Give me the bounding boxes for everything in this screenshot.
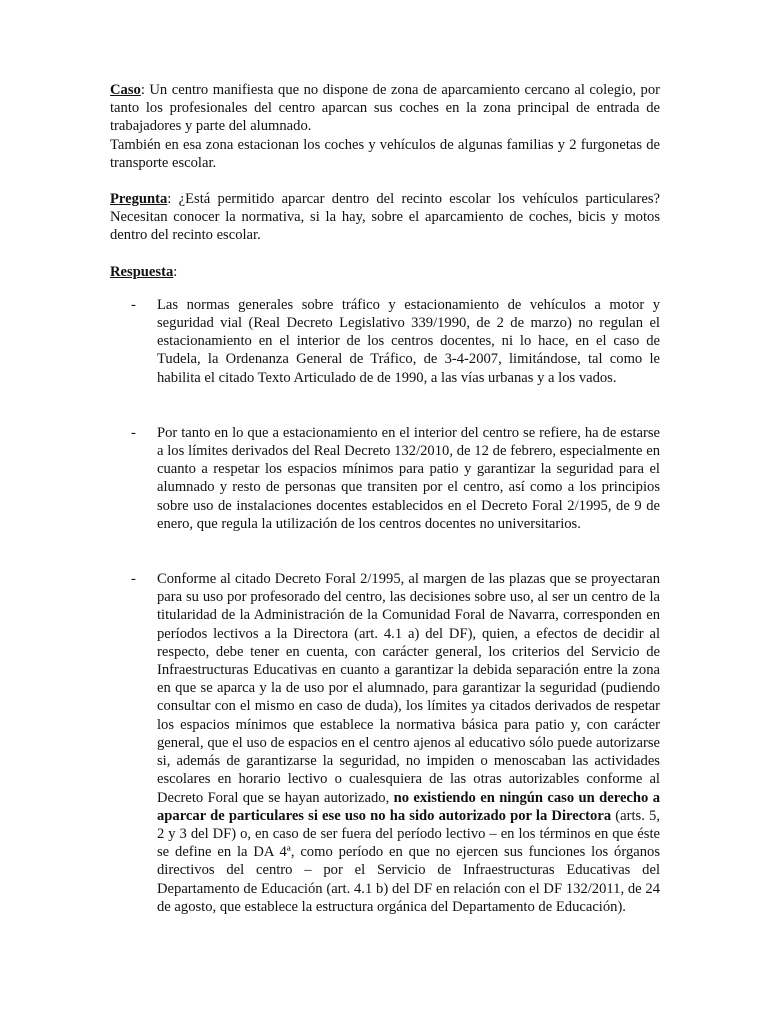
caso-text-2: También en esa zona estacionan los coches y vehículos de algunas familias y 2 furgonetas de transporte escolar. bbox=[110, 136, 660, 171]
bullet-dash: - bbox=[131, 296, 136, 313]
list-item-text-after: (arts. 5, 2 y 3 del DF) o, en caso de ser fuera del período lectivo – en los términos en que éste se define en la DA 4ª, como período en que no ejercen sus funciones los órganos directivos del centro – por el Servicio de Infraestructuras Educativas del Departamento de Educación (art. 4.1 b) del DF en relación con el DF 132/2011, de 24 de agosto, que establece la estructura orgánica del Departamento de Educación). bbox=[157, 807, 660, 915]
bullet-dash: - bbox=[131, 571, 136, 588]
list-item bbox=[110, 296, 660, 387]
list-item-bold-text: no existiendo en ningún caso un derecho a aparcar de particulares si ese uso no ha sido autorizado por la Directora bbox=[157, 789, 660, 824]
caso-label: Caso bbox=[110, 82, 141, 98]
document-page bbox=[110, 81, 660, 916]
respuesta-heading bbox=[110, 263, 660, 281]
caso-paragraph bbox=[110, 81, 660, 172]
respuesta-label: Respuesta bbox=[110, 263, 174, 280]
pregunta-label: Pregunta bbox=[110, 191, 168, 208]
list-item bbox=[110, 570, 660, 916]
list-item-text: Las normas generales sobre tráfico y estacionamiento de vehículos a motor y seguridad vial (Real Decreto Legislativo 339/1990, de 2 de marzo) no regulan el estacionamiento en el interior de los centros docentes, ni lo hace, en el caso de Tudela, la Ordenanza General de Tráfico, de 3-4-2007, limitándose, tal como le habilita el citado Texto Articulado de de 1990, a las vías urbanas y a los vados. bbox=[157, 296, 660, 386]
list-item-text: Conforme al citado Decreto Foral 2/1995, al margen de las plazas que se proyectaran para su uso por profesorado del centro, las decisiones sobre uso, al ser un centro de la titularidad de la Administración de la Comunidad Foral de Navarra, corresponden en períodos lectivos a la Directora (art. 4.1 a) del DF), quien, a efectos de decidir al respecto, debe tener en cuenta, con carácter general, los criterios del Servicio de Infraestructuras Educativas en cuanto a garantizar la debida separación entre la zona en que se aparca y la de uso por el alumnado, para garantizar la seguridad (pudiendo consultar con el mismo en caso de duda), los límites ya citados derivados de respetar los espacios mínimos que establece la normativa básica para patio y, con carácter general, que el uso de espacios en el centro ajenos al educativo sólo puede autorizarse si, además de garantizarse la seguridad, no impiden o menoscaban las actividades escolares en horario lectivo o cualesquiera de las otras autorizables conforme al Decreto Foral que se hayan autorizado, bbox=[157, 571, 660, 806]
caso-text: : Un centro manifiesta que no dispone de zona de aparcamiento cercano al colegio, por tanto los profesionales del centro aparcan sus coches en la zona principal de entrada de trabajadores y parte del alumnado. bbox=[110, 82, 660, 135]
pregunta-text: : ¿Está permitido aparcar dentro del recinto escolar los vehículos particulares? Necesitan conocer la normativa, si la hay, sobre el aparcamiento de coches, bicis y motos dentro del recinto escolar. bbox=[110, 191, 660, 244]
list-item bbox=[110, 424, 660, 533]
respuesta-list bbox=[110, 296, 660, 916]
list-item-text: Por tanto en lo que a estacionamiento en el interior del centro se refiere, ha de estarse a los límites derivados del Real Decreto 132/2010, de 12 de febrero, especialmente en cuanto a respetar los espacios mínimos para patio y garantizar la seguridad para el alumnado y resto de personas que transiten por el centro, así como a los principios sobre uso de instalaciones docentes establecidos en el Decreto Foral 2/1995, de 9 de enero, que regula la utilización de los centros docentes no universitarios. bbox=[157, 424, 660, 532]
bullet-dash: - bbox=[131, 424, 136, 441]
respuesta-colon: : bbox=[173, 263, 178, 280]
pregunta-paragraph bbox=[110, 190, 660, 245]
